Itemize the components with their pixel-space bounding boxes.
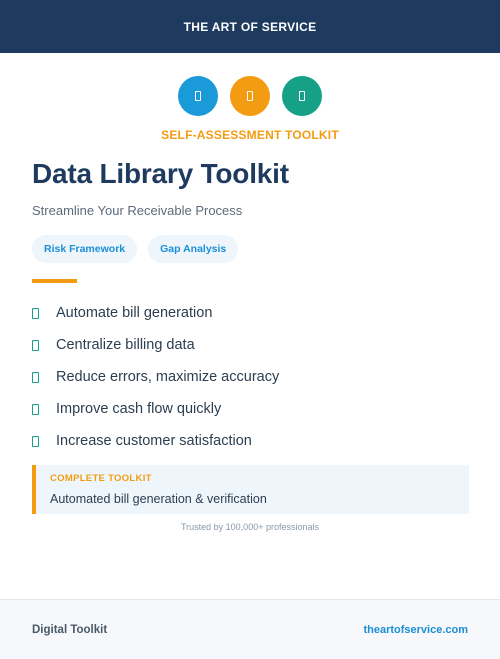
feature-list (32, 297, 279, 457)
footer-bar (0, 599, 500, 659)
tag-risk-framework: Risk Framework (32, 235, 137, 263)
brand-title: THE ART OF SERVICE (183, 19, 317, 34)
footer-website-link[interactable]: theartofservice.com (363, 623, 468, 636)
check-icon (32, 372, 39, 383)
document-icon-orange (230, 76, 270, 116)
callout-text: Automated bill generation & verification (50, 492, 267, 506)
kicker-label: SELF-ASSESSMENT TOOLKIT (161, 128, 339, 142)
tag-gap-analysis: Gap Analysis (148, 235, 238, 263)
accent-divider (32, 279, 77, 283)
feature-label: Improve cash flow quickly (56, 401, 222, 417)
check-icon (32, 340, 39, 351)
feature-item (32, 393, 279, 425)
page-subtitle: Streamline Your Receivable Process (32, 203, 243, 218)
feature-label: Centralize billing data (56, 337, 195, 353)
feature-item (32, 297, 279, 329)
tag-list (32, 235, 238, 263)
feature-label: Automate bill generation (56, 305, 213, 321)
trust-note: Trusted by 100,000+ professionals (180, 522, 319, 532)
document-icon-blue (178, 76, 218, 116)
document-icon-green (282, 76, 322, 116)
icon-row (0, 76, 500, 116)
feature-item (32, 329, 279, 361)
document-icon (299, 91, 305, 101)
page-title: Data Library Toolkit (32, 158, 289, 189)
check-icon (32, 308, 39, 319)
check-icon (32, 404, 39, 415)
document-icon (195, 91, 201, 101)
feature-item (32, 361, 279, 393)
feature-label: Reduce errors, maximize accuracy (56, 369, 280, 385)
footer-label: Digital Toolkit (32, 623, 108, 636)
feature-item (32, 425, 279, 457)
feature-label: Increase customer satisfaction (56, 433, 252, 449)
document-icon (247, 91, 253, 101)
callout-box (32, 465, 469, 514)
callout-label: COMPLETE TOOLKIT (50, 473, 152, 484)
header-bar (0, 0, 500, 53)
check-icon (32, 436, 39, 447)
